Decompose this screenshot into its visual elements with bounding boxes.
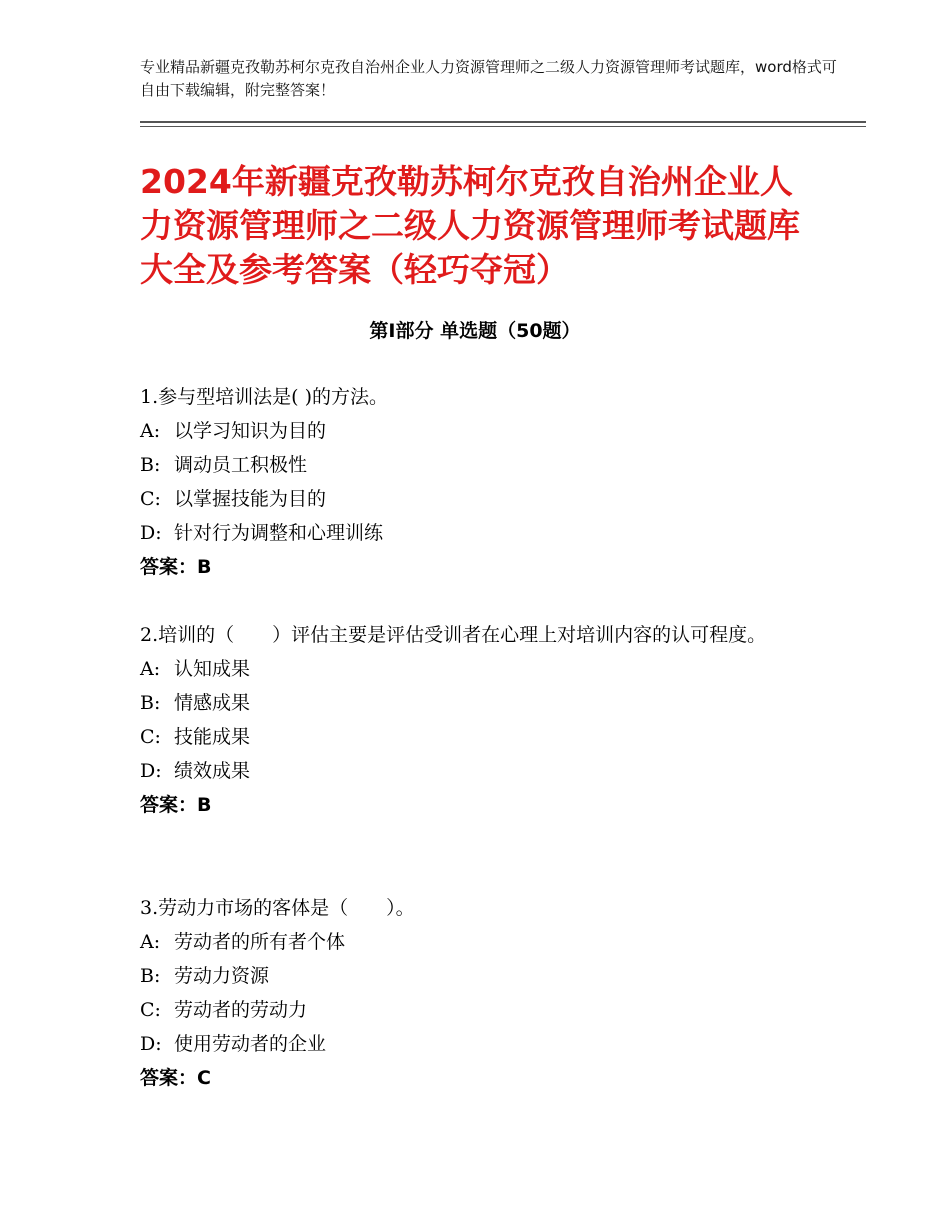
option-text: 劳动力资源 bbox=[174, 965, 270, 987]
option-letter: A: bbox=[140, 420, 161, 442]
section-heading: 第Ⅰ部分 单选题（50题） bbox=[369, 320, 581, 342]
option-text: 针对行为调整和心理训练 bbox=[174, 522, 384, 544]
option-c bbox=[140, 993, 820, 1027]
option-text: 技能成果 bbox=[174, 726, 251, 748]
answer: 答案：B bbox=[140, 556, 212, 578]
document-title: 2024年新疆克孜勒苏柯尔克孜自治州企业人力资源管理师之二级人力资源管理师考试题库大全及参考答案（轻巧夺冠） bbox=[140, 162, 800, 289]
option-letter: D: bbox=[140, 522, 162, 544]
answer: 答案：C bbox=[140, 1067, 211, 1089]
option-c bbox=[140, 720, 820, 754]
option-d bbox=[140, 754, 820, 788]
option-letter: B: bbox=[140, 965, 161, 987]
option-text: 使用劳动者的企业 bbox=[174, 1033, 327, 1055]
header-rule-thick bbox=[140, 121, 866, 123]
question-1 bbox=[140, 380, 820, 584]
option-letter: C: bbox=[140, 488, 161, 510]
option-letter: C: bbox=[140, 726, 161, 748]
question-stem: 2.培训的（ ）评估主要是评估受训者在心理上对培训内容的认可程度。 bbox=[140, 624, 767, 646]
question-stem: 1.参与型培训法是( )的方法。 bbox=[140, 386, 388, 408]
option-letter: B: bbox=[140, 692, 161, 714]
header-rule-thin bbox=[140, 126, 866, 127]
option-text: 绩效成果 bbox=[174, 760, 251, 782]
option-letter: A: bbox=[140, 931, 161, 953]
option-letter: D: bbox=[140, 760, 162, 782]
question-2 bbox=[140, 618, 820, 822]
option-text: 调动员工积极性 bbox=[174, 454, 308, 476]
option-a bbox=[140, 652, 820, 686]
option-d bbox=[140, 1027, 820, 1061]
option-d bbox=[140, 516, 820, 550]
option-letter: A: bbox=[140, 658, 161, 680]
question-3 bbox=[140, 891, 820, 1095]
answer: 答案：B bbox=[140, 794, 212, 816]
option-letter: C: bbox=[140, 999, 161, 1021]
option-c bbox=[140, 482, 820, 516]
option-text: 劳动者的所有者个体 bbox=[174, 931, 346, 953]
option-text: 情感成果 bbox=[174, 692, 251, 714]
option-text: 认知成果 bbox=[174, 658, 251, 680]
option-text: 以掌握技能为目的 bbox=[174, 488, 327, 510]
option-text: 以学习知识为目的 bbox=[174, 420, 327, 442]
option-a bbox=[140, 925, 820, 959]
option-text: 劳动者的劳动力 bbox=[174, 999, 308, 1021]
option-letter: D: bbox=[140, 1033, 162, 1055]
option-a bbox=[140, 414, 820, 448]
option-b bbox=[140, 959, 820, 993]
option-letter: B: bbox=[140, 454, 161, 476]
header-note: 专业精品新疆克孜勒苏柯尔克孜自治州企业人力资源管理师之二级人力资源管理师考试题库，word格式可自由下载编辑，附完整答案！ bbox=[140, 58, 837, 99]
question-stem: 3.劳动力市场的客体是（ ）。 bbox=[140, 897, 415, 919]
option-b bbox=[140, 448, 820, 482]
option-b bbox=[140, 686, 820, 720]
